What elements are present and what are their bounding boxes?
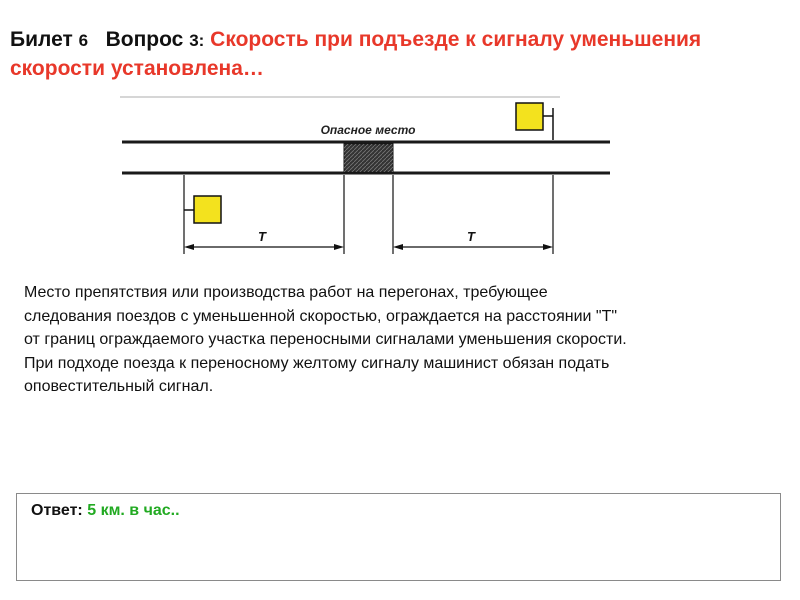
ticket-number: 6 (78, 31, 89, 50)
track-diagram-svg (110, 90, 620, 260)
description-line: следования поездов с уменьшенной скоростью, ограждается на расстоянии "T" (24, 307, 618, 325)
page-title (10, 26, 770, 83)
distance-right-label: T (467, 229, 475, 244)
danger-zone-label: Опасное место (320, 123, 416, 137)
distance-left-arrow-start (184, 244, 194, 250)
distance-right-arrow-end (543, 244, 553, 250)
signal-left-icon (194, 196, 221, 223)
question-label: Вопрос (105, 28, 184, 51)
distance-left-label: T (258, 229, 266, 244)
distance-left-arrow-end (334, 244, 344, 250)
description-line: оповестительный сигнал. (24, 378, 214, 395)
signal-right-icon (516, 103, 543, 130)
description-text (24, 281, 784, 399)
question-text: Скорость при подъезде к сигналу уменьшения скорости установлена… (10, 28, 702, 80)
answer-label: Ответ: (31, 502, 83, 519)
track-diagram (110, 90, 620, 260)
question-number: 3: (189, 31, 205, 50)
description-line: Место препятствия или производства работ на перегонах, требующее (24, 284, 548, 301)
answer-box (16, 493, 781, 581)
description-line: При подходе поезда к переносному желтому сигналу машинист обязан подать (24, 354, 610, 372)
ticket-label: Билет (10, 28, 73, 51)
answer-value: 5 км. в час.. (87, 502, 180, 519)
distance-right-arrow-start (393, 244, 403, 250)
danger-zone-hatch (344, 144, 393, 172)
answer-text (31, 502, 180, 520)
description-line: от границ ограждаемого участка переносными сигналами уменьшения скорости. (24, 331, 627, 348)
